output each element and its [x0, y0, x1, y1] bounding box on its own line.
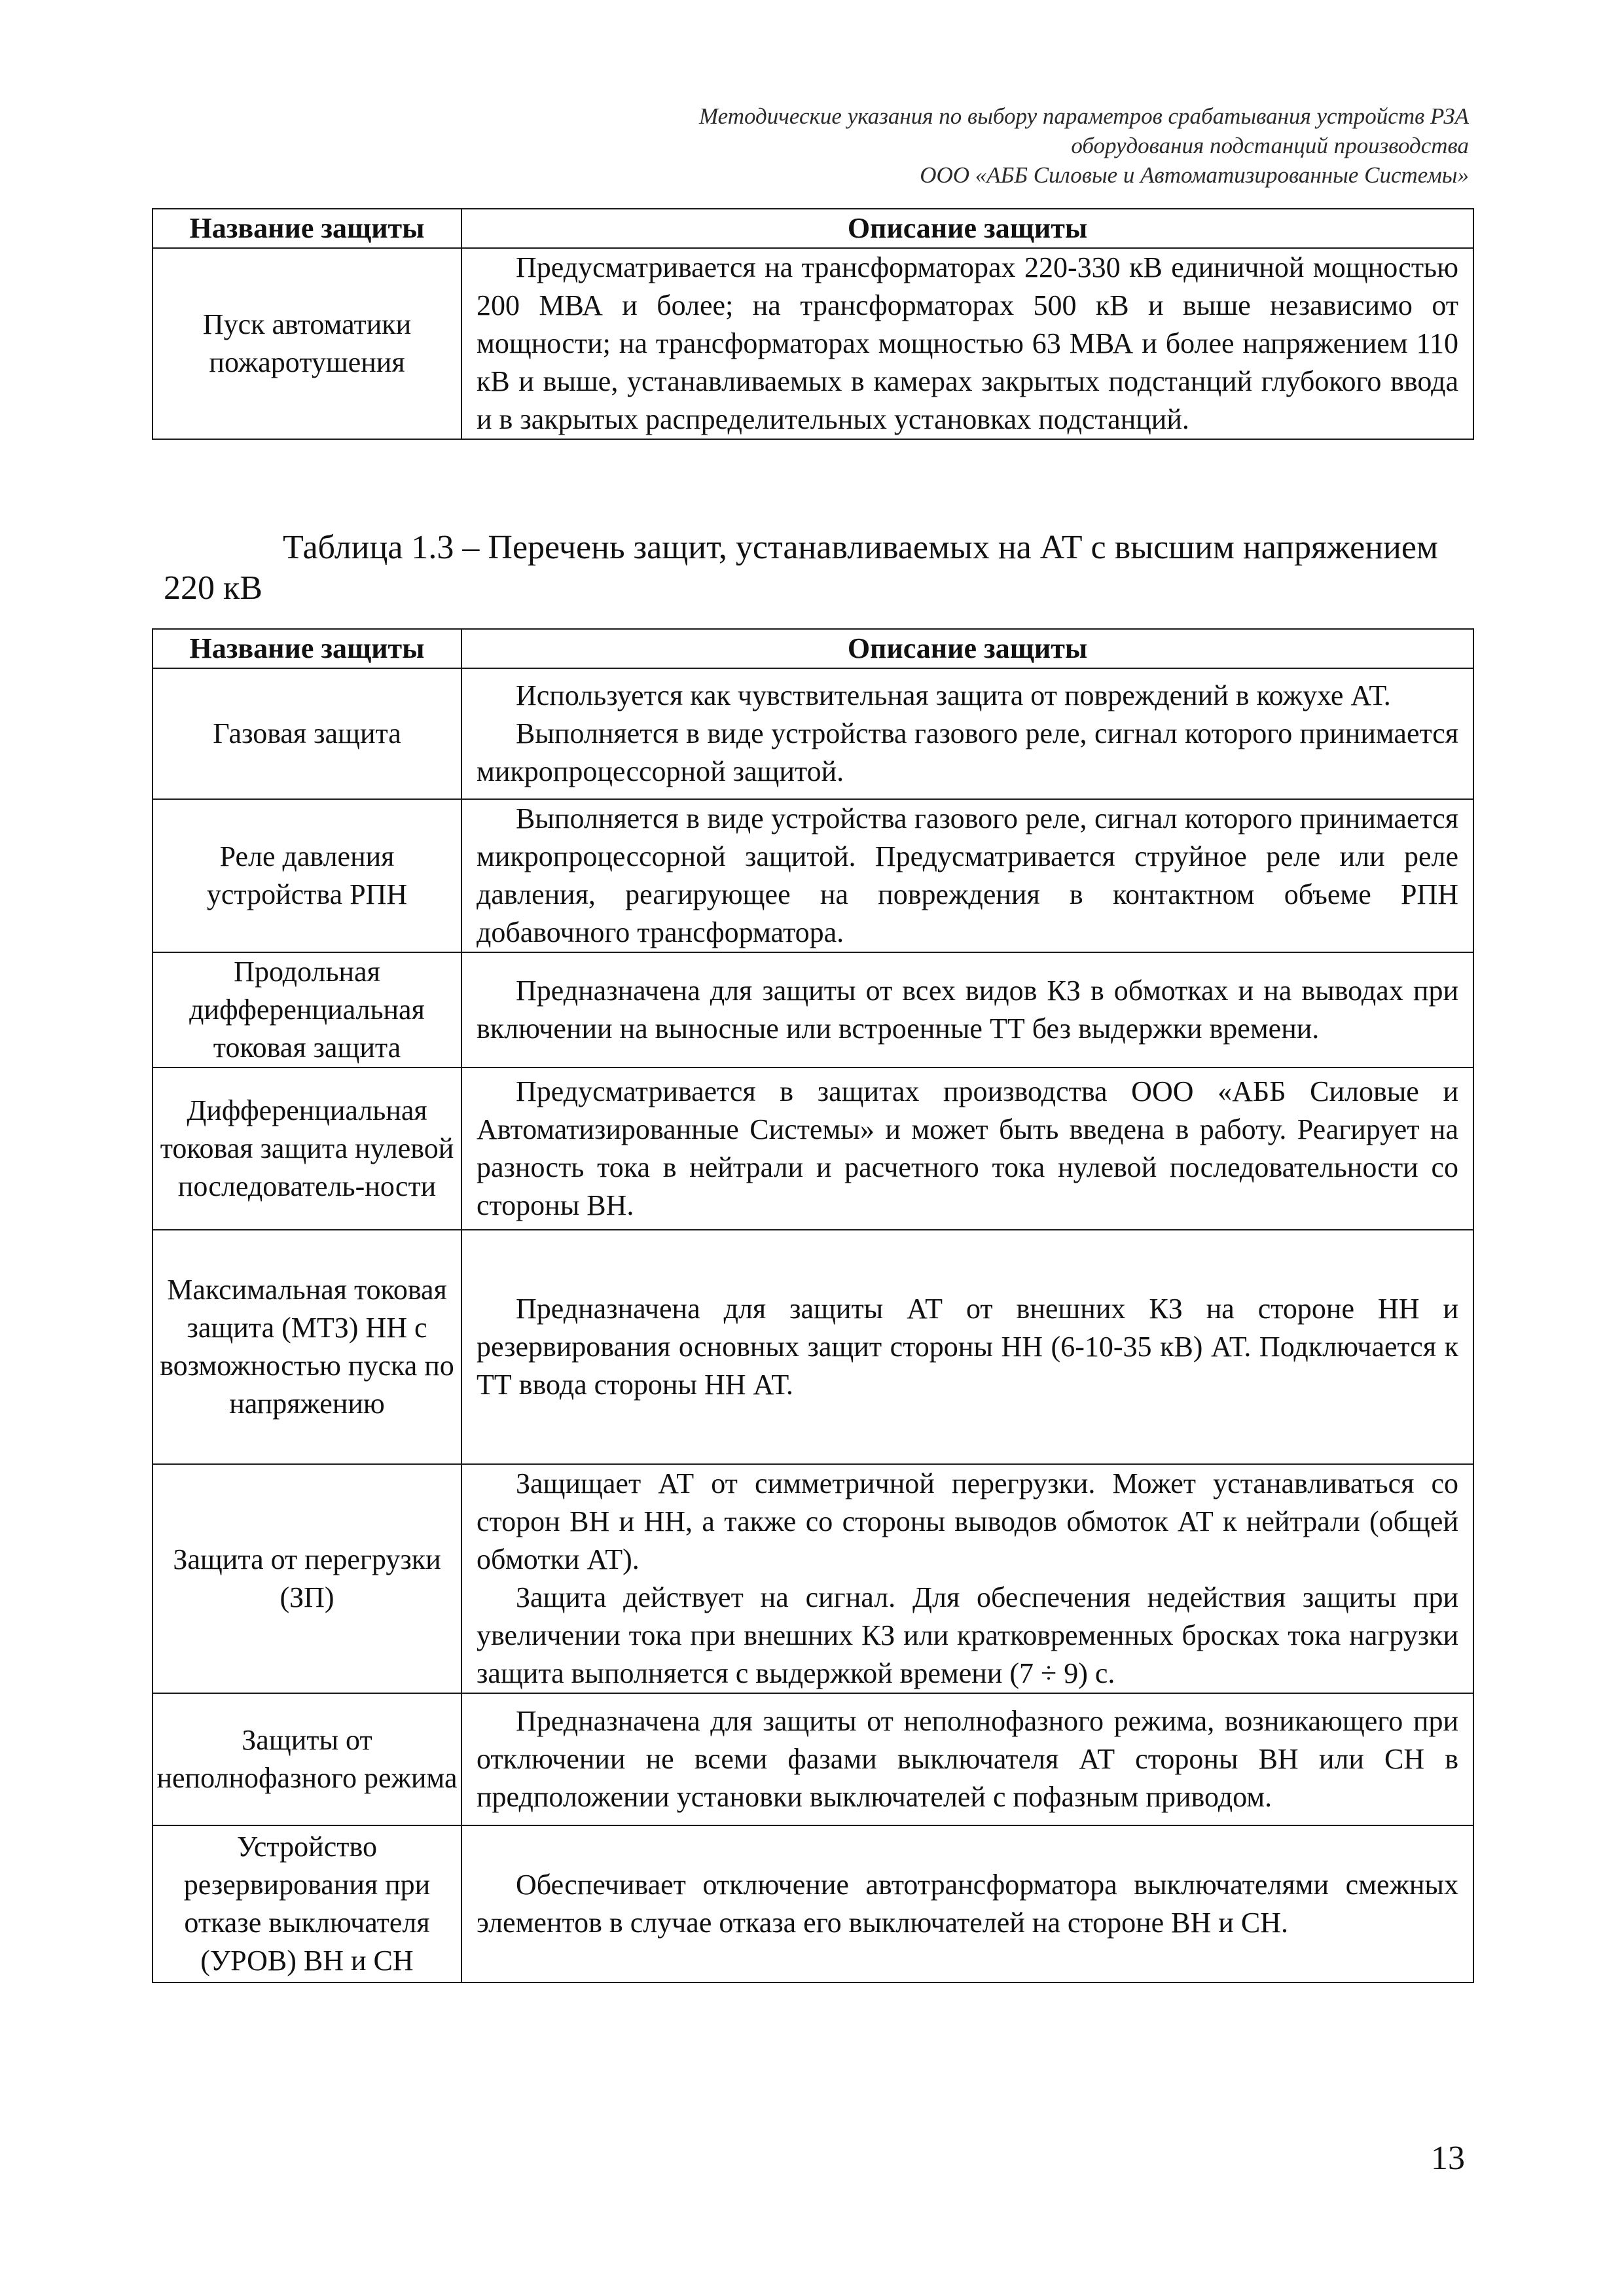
table-row [153, 1067, 1473, 1230]
description-paragraph: Защита действует на сигнал. Для обеспечения недействия защиты при увеличении тока при внешних КЗ или кратковременных бросках тока нагрузки защита выполняется с выдержкой времени (7 ÷ 9) с. [477, 1581, 1458, 1689]
protection-description [461, 952, 1473, 1067]
description-paragraph: Используется как чувствительная защита от повреждений в кожухе АТ. [516, 679, 1391, 711]
table-row [153, 1464, 1473, 1693]
protection-description [461, 1825, 1473, 1982]
description-paragraph: Выполняется в виде устройства газового реле, сигнал которого принимается микропроцессорной защитой. [477, 717, 1458, 787]
protection-description [461, 1230, 1473, 1464]
protection-name: Реле давления устройства РПН [153, 799, 461, 952]
column-header-name: Название защиты [153, 209, 461, 248]
protection-name: Пуск автоматики пожаротушения [153, 248, 461, 439]
description-paragraph: Предназначена для защиты от всех видов КЗ в обмотках и на выводах при включении на выносные или встроенные ТТ без выдержки времени. [477, 975, 1458, 1045]
header-line-1: Методические указания по выбору параметров срабатывания устройств РЗА [698, 103, 1469, 129]
table-caption [164, 528, 1473, 609]
protection-name: Защиты от неполнофазного режима [153, 1693, 461, 1825]
protection-name: Максимальная токовая защита (МТЗ) НН с возможностью пуска по напряжению [153, 1230, 461, 1464]
description-paragraph: Предназначена для защиты от неполнофазного режима, возникающего при отключении не всеми фазами выключателя АТ стороны ВН или СН в предположении установки выключателей с пофазным приводом. [477, 1705, 1458, 1813]
table-caption-text: Таблица 1.3 – Перечень защит, устанавливаемых на АТ с высшим напряжением 220 кВ [164, 529, 1438, 607]
column-header-name: Название защиты [153, 629, 461, 668]
protection-description [461, 1464, 1473, 1693]
table-row [153, 1693, 1473, 1825]
protection-description [461, 1693, 1473, 1825]
protection-table-continued [152, 208, 1474, 440]
table-row [153, 799, 1473, 952]
table-row [153, 952, 1473, 1067]
protection-description [461, 248, 1473, 439]
protection-description [461, 668, 1473, 799]
description-paragraph: Обеспечивает отключение автотрансформатора выключателями смежных элементов в случае отказа его выключателей на стороне ВН и СН. [477, 1869, 1458, 1939]
page-header [422, 101, 1469, 190]
table-row [153, 668, 1473, 799]
description-paragraph: Выполняется в виде устройства газового реле, сигнал которого принимается микропроцессорной защитой. Предусматривается струйное реле или реле давления, реагирующее на повреждения в контактном объеме РПН добавочного трансформатора. [477, 802, 1458, 948]
protection-name: Устройство резервирования при отказе выключателя (УРОВ) ВН и СН [153, 1825, 461, 1982]
table-header-row [153, 209, 1473, 248]
protection-name: Газовая защита [153, 668, 461, 799]
description-paragraph: Предназначена для защиты АТ от внешних КЗ на стороне НН и резервирования основных защит стороны НН (6-10-35 кВ) АТ. Подключается к ТТ ввода стороны НН АТ. [477, 1293, 1458, 1401]
table-row [153, 1230, 1473, 1464]
header-line-3: ООО «АББ Силовые и Автоматизированные Системы» [920, 162, 1469, 188]
protection-description [461, 1067, 1473, 1230]
page-number: 13 [1431, 2140, 1465, 2177]
protection-name: Дифференциальная токовая защита нулевой последователь-ности [153, 1067, 461, 1230]
description-paragraph: Защищает АТ от симметричной перегрузки. Может устанавливаться со сторон ВН и НН, а также со стороны выводов обмоток АТ к нейтрали (общей обмотки АТ). [477, 1467, 1458, 1575]
protection-table-1-3 [152, 628, 1474, 1983]
protection-name: Защита от перегрузки (ЗП) [153, 1464, 461, 1693]
protection-name: Продольная дифференциальная токовая защита [153, 952, 461, 1067]
header-line-2: оборудования подстанций производства [1071, 133, 1469, 158]
column-header-description: Описание защиты [461, 629, 1473, 668]
column-header-description: Описание защиты [461, 209, 1473, 248]
description-paragraph: Предусматривается в защитах производства ООО «АББ Силовые и Автоматизированные Системы» и может быть введена в работу. Реагирует на разность тока в нейтрали и расчетного тока нулевой последовательности со стороны ВН. [477, 1075, 1458, 1221]
table-row [153, 1825, 1473, 1982]
description-paragraph: Предусматривается на трансформаторах 220-330 кВ единичной мощностью 200 МВА и более; на трансформаторах 500 кВ и выше независимо от мощности; на трансформаторах мощностью 63 МВА и более напряжением 110 кВ и выше, устанавливаемых в камерах закрытых подстанций глубокого ввода и в закрытых распределительных установках подстанций. [477, 251, 1458, 435]
table-row [153, 248, 1473, 439]
protection-description [461, 799, 1473, 952]
table-header-row [153, 629, 1473, 668]
